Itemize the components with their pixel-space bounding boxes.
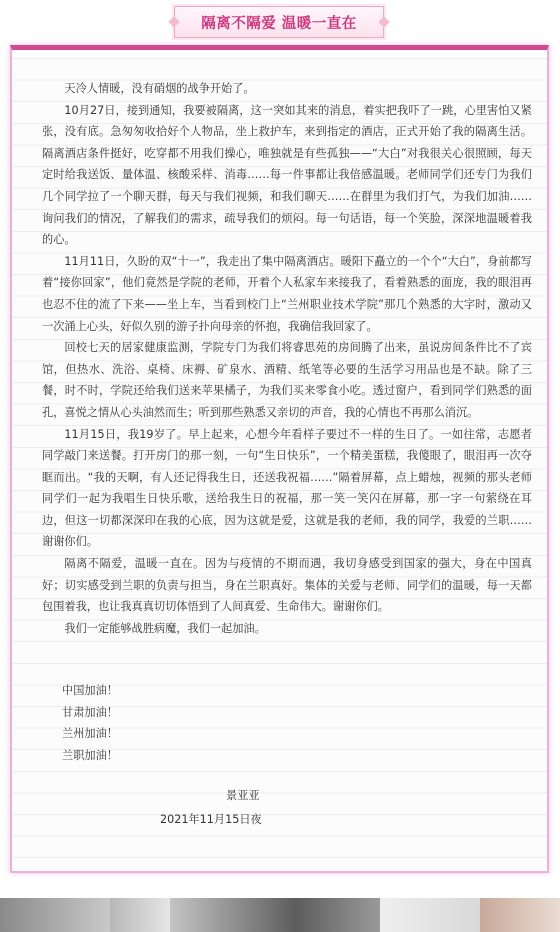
cheer-line: 兰职加油！ <box>62 748 118 762</box>
title-banner <box>174 6 384 38</box>
photo-thumbnail <box>0 898 110 932</box>
cheer-list <box>62 680 118 766</box>
page-title: 隔离不隔爱 温暖一直在 <box>201 15 357 32</box>
photo-thumbnail <box>480 898 560 932</box>
photo-thumbnail <box>170 898 380 932</box>
cheer-line: 兰州加油！ <box>62 727 118 741</box>
letter-paragraph: 天冷人情暖，没有硝烟的战争开始了。 <box>64 82 255 95</box>
photo-thumbnail <box>380 898 480 932</box>
cheer-line: 中国加油！ <box>62 684 118 697</box>
letter-date: 2021年11月15日夜 <box>160 813 262 826</box>
letter-paragraph: 11月11日，久盼的双“十一”，我走出了集中隔离酒店。暖阳下矗立的一个个“大白”，身前都写着“接你回家”，他们竟然是学院的老师，开着个人私家车来接我了，看着熟悉的面庞，我的眼泪再也忍不住的流了下来——坐上车，当看到校门上“兰州职业技术学院”那几个熟悉的大字时，激动又一次涌上心头，好似久别的游子扑向母亲的怀抱，我确信我回家了。 <box>42 254 532 333</box>
signature: 景亚亚 <box>226 789 260 802</box>
photo-strip <box>0 898 560 932</box>
letter-paragraph: 隔离不隔爱，温暖一直在。因为与疫情的不期而遇，我切身感受到国家的强大，身在中国真好；切实感受到兰职的负责与担当，身在兰职真好。集体的关爱与老师、同学们的温暖，每一天都包围着我，也让我真真切切体悟到了人间真爱、生命伟大。谢谢你们。 <box>42 557 532 614</box>
letter-paragraph: 回校七天的居家健康监测，学院专门为我们将睿思苑的房间腾了出来，虽说房间条件比不了宾馆，但热水、洗浴、桌椅、床褥、矿泉水、酒精、纸笔等必要的生活学习用品也是不缺。除了三餐，时不时，学院还给我们送来苹果橘子，为我们买来零食小吃。透过窗户，看到同学们熟悉的面孔，喜悦之情从心头油然而生；听到那些熟悉又亲切的声音，我的心情也不再那么消沉。 <box>42 341 532 419</box>
cheer-line: 甘肃加油！ <box>62 705 118 719</box>
letter-paragraph: 我们一定能够战胜病魔，我们一起加油。 <box>64 621 266 635</box>
letter-body <box>42 78 532 639</box>
letter-paragraph: 11月15日，我19岁了。早上起来，心想今年看样子要过不一样的生日了。一如往常，志愿者同学敲门来送餐。打开房门的那一刻，一句“生日快乐”，一个精美蛋糕，我傻眼了，眼泪再一次夺眶而出。“我的天啊，有人还记得我生日，还送我祝福……”隔着屏幕，点上蜡烛，视频的那头老师同学们一起为我唱生日快乐歌，送给我生日的祝福，那一笑一笑闪在屏幕，那一字一句萦绕在耳边，但这一切都深深印在我的心底，因为这就是爱，这就是我的老师，我的同学，我爱的兰职……谢谢你们。 <box>42 427 532 549</box>
letter-paragraph: 10月27日，接到通知，我要被隔离，这一突如其来的消息，着实把我吓了一跳，心里害怕又紧张，没有底。急匆匆收拾好个人物品，坐上救护车，来到指定的酒店，正式开始了我的隔离生活。隔离酒店条件挺好，吃穿都不用我们操心，唯独就是有些孤独——“大白”对我很关心很照顾，每天定时给我送饭、量体温、核酸采样、消毒……每一件事都让我倍感温暖。老师同学们还专门为我们几个同学拉了一个聊天群，每天与我们视频，和我们聊天……在群里为我们打气，为我们加油……询问我们的情况，了解我们的需求，疏导我们的烦闷。每一句话语，每一个笑脸，深深地温暖着我的心。 <box>42 103 532 247</box>
photo-thumbnail <box>110 898 170 932</box>
